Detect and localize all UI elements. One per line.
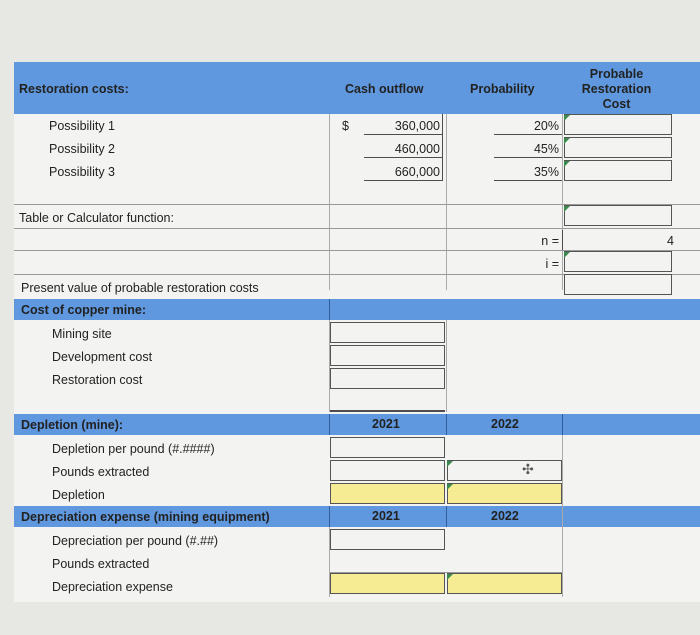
possibility-1-currency: $ bbox=[342, 119, 349, 133]
cell-marker bbox=[447, 574, 453, 580]
header-cash-outflow: Cash outflow bbox=[345, 82, 424, 96]
header-divider bbox=[329, 414, 330, 435]
restoration-cost-input[interactable] bbox=[330, 368, 445, 389]
column-divider bbox=[562, 435, 563, 597]
prob-line-2 bbox=[494, 157, 562, 158]
cell-marker bbox=[447, 461, 453, 467]
prob-line-1 bbox=[494, 134, 562, 135]
depletion-year-2021: 2021 bbox=[372, 417, 400, 431]
header-divider bbox=[329, 506, 330, 527]
column-divider-2 bbox=[446, 114, 447, 290]
depreciation-per-pound-label: Depreciation per pound (#.##) bbox=[52, 534, 219, 548]
copper-total-line bbox=[330, 410, 445, 412]
depletion-2021-input[interactable] bbox=[330, 483, 445, 504]
depletion-2022-input[interactable] bbox=[447, 483, 562, 504]
move-cursor-icon: ✣ bbox=[522, 461, 534, 477]
i-label: i = bbox=[545, 257, 559, 271]
possibility-2-label: Possibility 2 bbox=[49, 142, 115, 156]
column-divider bbox=[329, 527, 330, 597]
possibility-1-probability: 20% bbox=[533, 119, 559, 133]
header-restoration-costs: Restoration costs: bbox=[19, 82, 129, 96]
column-divider-3 bbox=[562, 114, 563, 290]
cell-marker bbox=[564, 206, 570, 212]
copper-title: Cost of copper mine: bbox=[21, 303, 147, 317]
mining-site-input[interactable] bbox=[330, 322, 445, 343]
header-divider bbox=[446, 414, 447, 435]
depreciation-year-2022: 2022 bbox=[491, 509, 519, 523]
copper-item-mining-site: Mining site bbox=[52, 327, 112, 341]
depreciation-expense-2022-input[interactable] bbox=[447, 573, 562, 594]
header-cost: Cost bbox=[602, 97, 631, 111]
header-probable: Probable bbox=[589, 67, 644, 81]
depletion-per-pound-label: Depletion per pound (#.####) bbox=[52, 442, 215, 456]
copper-divider bbox=[329, 299, 330, 320]
possibility-3-outflow: 660,000 bbox=[394, 165, 440, 179]
depreciation-expense-label: Depreciation expense bbox=[52, 580, 173, 594]
cell-marker bbox=[564, 138, 570, 144]
outflow-line-2 bbox=[364, 157, 442, 158]
copper-item-development: Development cost bbox=[52, 350, 153, 364]
depletion-label: Depletion bbox=[52, 488, 105, 502]
probable-cost-input-2[interactable] bbox=[564, 137, 672, 158]
depletion-year-2022: 2022 bbox=[491, 417, 519, 431]
possibility-2-probability: 45% bbox=[533, 142, 559, 156]
possibility-3-probability: 35% bbox=[533, 165, 559, 179]
depletion-pounds-label: Pounds extracted bbox=[52, 465, 150, 479]
row-divider bbox=[14, 228, 700, 229]
column-divider-1 bbox=[329, 114, 330, 290]
cell-marker bbox=[564, 161, 570, 167]
copper-item-restoration: Restoration cost bbox=[52, 373, 143, 387]
pounds-extracted-2021-input[interactable] bbox=[330, 460, 445, 481]
depreciation-expense-2021-input[interactable] bbox=[330, 573, 445, 594]
calculator-label: Table or Calculator function: bbox=[19, 211, 174, 225]
depreciation-per-pound-2021-input[interactable] bbox=[330, 529, 445, 550]
header-restoration: Restoration bbox=[581, 82, 652, 96]
depreciation-header-row bbox=[14, 506, 700, 527]
possibility-1-label: Possibility 1 bbox=[49, 119, 115, 133]
header-divider bbox=[446, 506, 447, 527]
depreciation-title: Depreciation expense (mining equipment) bbox=[21, 510, 270, 524]
column-divider bbox=[329, 320, 330, 412]
outflow-line-3 bbox=[364, 180, 442, 181]
n-label: n = bbox=[541, 234, 559, 248]
possibility-1-outflow: 360,000 bbox=[394, 119, 440, 133]
worksheet bbox=[14, 62, 700, 602]
interest-rate-input[interactable] bbox=[564, 251, 672, 272]
header-probability: Probability bbox=[470, 82, 535, 96]
cell-marker bbox=[564, 252, 570, 258]
copper-header-row bbox=[14, 299, 700, 320]
cell-marker bbox=[564, 115, 570, 121]
header-row bbox=[14, 62, 700, 114]
outflow-vline bbox=[442, 114, 443, 181]
prob-line-3 bbox=[494, 180, 562, 181]
column-divider bbox=[446, 320, 447, 412]
depletion-per-pound-2021-input[interactable] bbox=[330, 437, 445, 458]
probable-cost-input-3[interactable] bbox=[564, 160, 672, 181]
present-value-input[interactable] bbox=[564, 274, 672, 295]
possibility-2-outflow: 460,000 bbox=[394, 142, 440, 156]
possibility-3-label: Possibility 3 bbox=[49, 165, 115, 179]
depreciation-pounds-label: Pounds extracted bbox=[52, 557, 150, 571]
cell-marker bbox=[447, 484, 453, 490]
n-underline bbox=[562, 230, 563, 250]
header-divider bbox=[562, 414, 563, 435]
development-cost-input[interactable] bbox=[330, 345, 445, 366]
outflow-line-1 bbox=[364, 134, 442, 135]
probable-cost-input-1[interactable] bbox=[564, 114, 672, 135]
depletion-title: Depletion (mine): bbox=[21, 418, 124, 432]
present-value-label: Present value of probable restoration costs bbox=[21, 281, 259, 295]
n-value: 4 bbox=[667, 234, 674, 248]
depletion-header-row bbox=[14, 414, 700, 435]
depreciation-year-2021: 2021 bbox=[372, 509, 400, 523]
pounds-extracted-2022-input[interactable] bbox=[447, 460, 562, 481]
calculator-function-input[interactable] bbox=[564, 205, 672, 226]
